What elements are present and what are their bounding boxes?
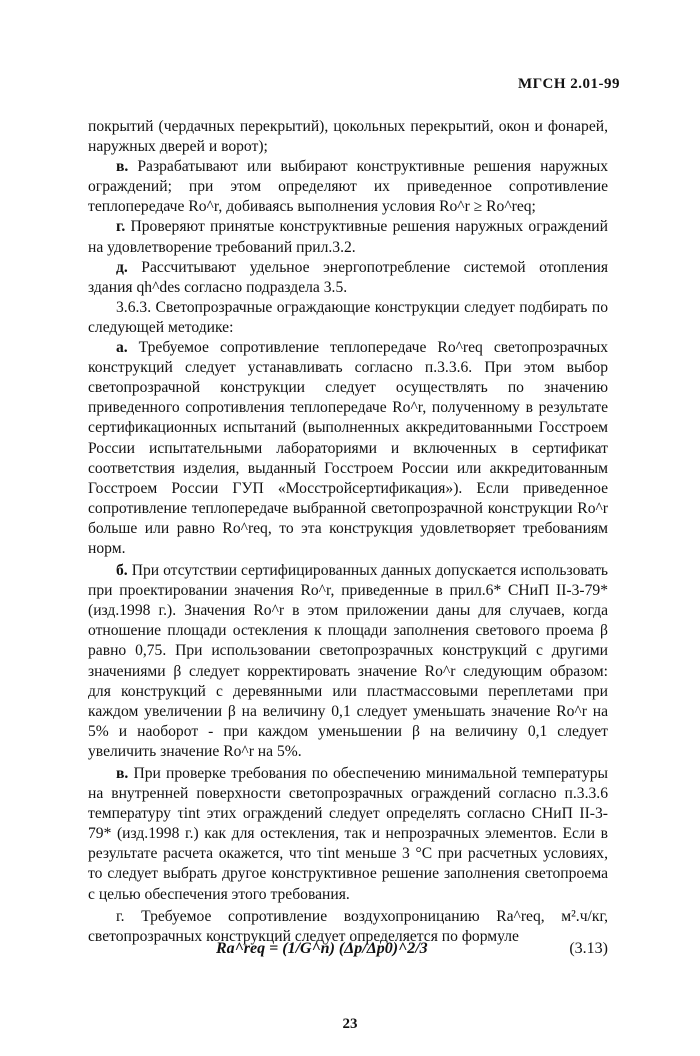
paragraph-text: При проверке требования по обеспечению минимальной температуры на внутренней поверхности светопрозрачных ограждений согласно п.3.3.6 температуру τint этих ограждений следует определять согласно СНиП II-3-79* (изд.1998 г.) как для остекления, так и непрозрачных элементов. Если в результате расчета окажется, что τint меньше 3 °С при расчетных условиях, то следует выбрать другое конструктивное решение заполнения светопроема с целью обеспечения этого требования. bbox=[88, 765, 608, 903]
item-label: б. bbox=[116, 562, 128, 580]
item-label: а. bbox=[116, 339, 128, 357]
paragraph: 3.6.3. Светопрозрачные ограждающие конструкции следует подбирать по следующей методике: bbox=[88, 298, 608, 336]
document-header: МГСН 2.01-99 bbox=[518, 76, 620, 92]
paragraph bbox=[88, 157, 608, 217]
item-label: г. bbox=[116, 907, 125, 925]
paragraph-text: Проверяют принятые конструктивные решения наружных ограждений на удовлетворение требований прил.3.2. bbox=[88, 218, 608, 256]
paragraph: покрытий (чердачных перекрытий), цокольных перекрытий, окон и фонарей, наружных дверей и ворот); bbox=[88, 118, 608, 156]
paragraph-text: Рассчитывают удельное энергопотребление системой отопления здания qh^des согласно подраздела 3.5. bbox=[88, 258, 608, 296]
paragraph bbox=[88, 217, 608, 257]
paragraph-text: Требуемое сопротивление теплопередаче Ro^req светопрозрачных конструкций следует устанавливать согласно п.3.3.6. При этом выбор светопрозрачной конструкции следует осуществлять по значению приведенного сопротивления теплопередаче Ro^r, полученному в результате сертификационных испытаний (выполненных аккредитованными Госстроем России испытательными лабораториями и включенных в сертификат соответствия изделия, выданный Госстроем России или аккредитованным Госстроем России ГУП «Мосстройсертификация»). Если приведенное сопротивление теплопередаче выбранной светопрозрачной конструкции Ro^r больше или равно Ro^req, то эта конструкция удовлетворяет требованиям норм. bbox=[88, 339, 608, 557]
formula-row bbox=[88, 940, 608, 964]
page-number: 23 bbox=[342, 1016, 358, 1032]
item-label: д. bbox=[116, 258, 128, 276]
item-label: в. bbox=[116, 158, 129, 176]
paragraph-text: При отсутствии сертифицированных данных допускается использовать при проектировании значения Ro^r, приведенные в прил.6* СНиП II-3-79* (изд.1998 г.). Значения Ro^r в этом приложении даны для случаев, когда отношение площади остекления к площади заполнения светового проема β равно 0,75. При использовании светопрозрачных конструкций с другими значениями β следует корректировать значение Ro^r следующим образом: для конструкций с деревянными или пластмассовыми переплетами при каждом увеличении β на величину 0,1 следует уменьшать значение Ro^r на 5% и наоборот - при каждом уменьшении β на величину 0,1 следует увеличить значение Ro^r на 5%. bbox=[88, 562, 608, 760]
document-body bbox=[88, 117, 608, 947]
paragraph bbox=[88, 561, 608, 762]
formula: Ra^req = (1/G^n) (Δp/Δp0)^2/3 bbox=[216, 940, 428, 957]
paragraph bbox=[88, 258, 608, 298]
item-label: г. bbox=[116, 218, 126, 236]
formula-number: (3.13) bbox=[569, 940, 608, 957]
paragraph-text: Разрабатывают или выбирают конструктивные решения наружных ограждений; при этом определяют их приведенное сопротивление теплопередаче Ro^r, добиваясь выполнения условия Ro^r ≥ Ro^req; bbox=[88, 158, 608, 216]
paragraph bbox=[88, 764, 608, 905]
paragraph bbox=[88, 338, 608, 559]
paragraph-text: Требуемое сопротивление воздухопроницанию Ra^req, м².ч/кг, светопрозрачных конструкций следует определяется по формуле bbox=[88, 907, 608, 945]
item-label: в. bbox=[116, 765, 129, 782]
